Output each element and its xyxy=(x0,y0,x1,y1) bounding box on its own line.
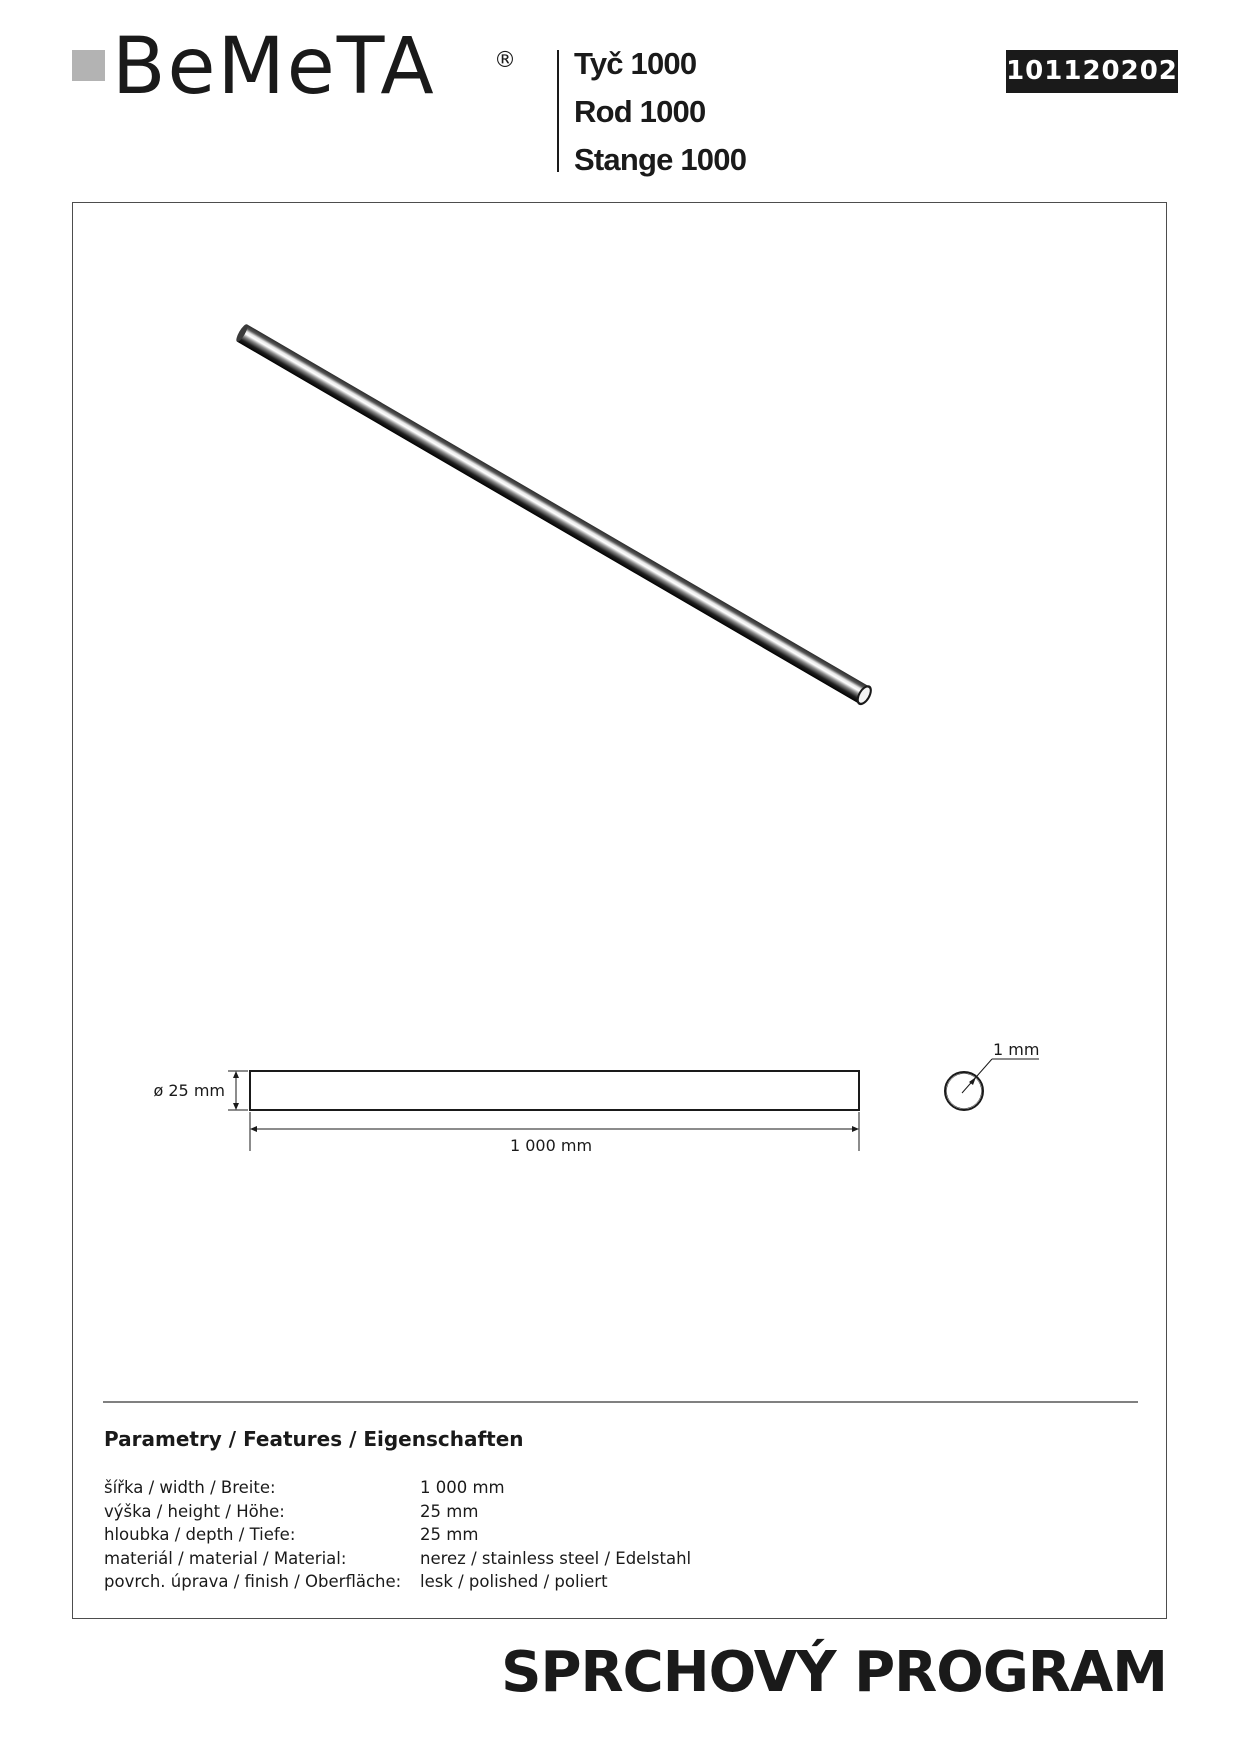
diameter-dimension xyxy=(228,1071,248,1110)
rod-photo xyxy=(234,322,875,708)
feature-label: materiál / material / Material: xyxy=(104,1548,347,1568)
feature-label: hloubka / depth / Tiefe: xyxy=(104,1525,296,1544)
feature-label: výška / height / Höhe: xyxy=(104,1501,285,1521)
title-en: Rod 1000 xyxy=(574,94,706,129)
features-title: Parametry / Features / Eigenschaften xyxy=(104,1427,524,1451)
brand-logo: BeMeTA xyxy=(112,22,436,112)
features-separator xyxy=(103,1401,1138,1403)
feature-value: 25 mm xyxy=(420,1525,479,1544)
feature-value: 25 mm xyxy=(420,1501,479,1521)
program-title: SPRCHOVÝ PROGRAM xyxy=(501,1640,1167,1705)
title-cz: Tyč 1000 xyxy=(574,46,697,81)
rod-side-view xyxy=(250,1071,859,1110)
registered-mark: ® xyxy=(494,48,516,73)
feature-label: povrch. úprava / finish / Oberfläche: xyxy=(104,1572,402,1591)
feature-value: 1 000 mm xyxy=(420,1478,505,1497)
feature-value: nerez / stainless steel / Edelstahl xyxy=(420,1548,692,1568)
product-code: 101120202 xyxy=(1006,50,1178,93)
diameter-label: ø 25 mm xyxy=(153,1081,225,1100)
cross-section xyxy=(945,1059,1039,1110)
feature-label: šířka / width / Breite: xyxy=(104,1478,276,1497)
feature-value: lesk / polished / poliert xyxy=(420,1572,608,1591)
length-label: 1 000 mm xyxy=(509,1136,593,1155)
wall-thickness-label: 1 mm xyxy=(993,1040,1040,1059)
title-de: Stange 1000 xyxy=(574,142,747,177)
